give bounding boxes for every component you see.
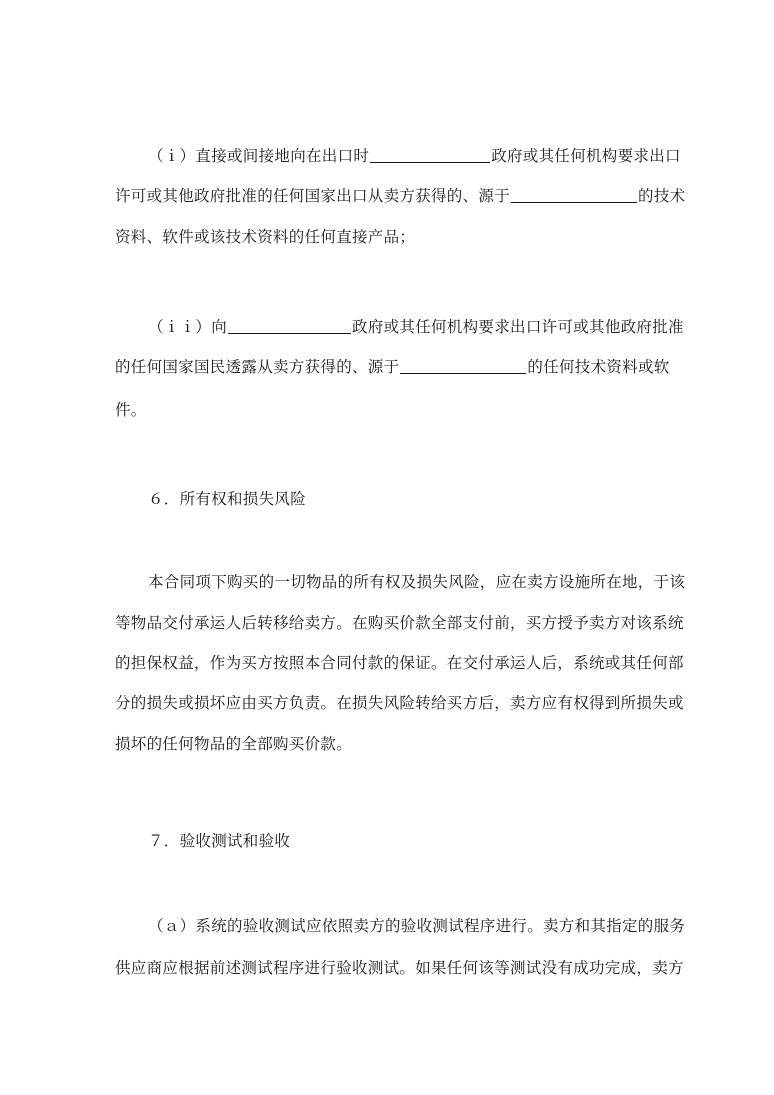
clause-ii-line-3 (115, 397, 147, 423)
clause-i-line-3 (115, 224, 415, 250)
text: 政府或其任何机构要求出口许可或其他政府批准 (352, 318, 684, 336)
section-7-line-1 (148, 913, 685, 939)
text: 分的损失或损坏应由买方负责。在损失风险转给买方后，卖方应有权得到所损失或 (115, 694, 684, 712)
clause-ii-line-1 (148, 314, 684, 340)
blank-field (228, 316, 351, 334)
text: 件。 (115, 401, 147, 419)
text: 政府或其任何机构要求出口 (491, 147, 681, 165)
text: 资料、软件或该技术资料的任何直接产品； (115, 228, 416, 246)
text: 的任何国家国民透露从卖方获得的、源于 (115, 358, 400, 376)
section-7-heading (148, 828, 290, 854)
text: 的技术 (638, 187, 686, 205)
text: 等物品交付承运人后转移给卖方。在购买价款全部支付前，买方授予卖方对该系统 (115, 614, 684, 632)
text: （ｉ）直接或间接地向在出口时 (148, 147, 370, 165)
section-6-heading (148, 486, 306, 512)
heading-text: ７．验收测试和验收 (148, 832, 291, 850)
text: （ｉｉ）向 (148, 318, 228, 336)
text: （ａ）系统的验收测试应依照卖方的验收测试程序进行。卖方和其指定的服务 (148, 917, 686, 935)
blank-field (370, 145, 490, 163)
text: 许可或其他政府批准的任何国家出口从卖方获得的、源于 (115, 187, 511, 205)
section-6-line-2 (115, 610, 684, 636)
section-6-line-4 (115, 690, 684, 716)
clause-i-line-1 (148, 143, 681, 169)
clause-ii-line-2 (115, 354, 670, 380)
heading-text: ６．所有权和损失风险 (148, 490, 307, 508)
section-6-line-3 (115, 650, 684, 676)
text: 本合同项下购买的一切物品的所有权及损失风险，应在卖方设施所在地，于该 (148, 573, 686, 591)
blank-field (400, 356, 526, 374)
clause-i-line-2 (115, 183, 685, 209)
blank-field (511, 185, 637, 203)
section-7-line-2 (115, 955, 684, 981)
section-6-line-5 (115, 731, 352, 757)
text: 的担保权益，作为买方按照本合同付款的保证。在交付承运人后，系统或其任何部 (115, 654, 684, 672)
text: 的任何技术资料或软 (527, 358, 670, 376)
text: 供应商应根据前述测试程序进行验收测试。如果任何该等测试没有成功完成，卖方 (115, 959, 684, 977)
text: 损坏的任何物品的全部购买价款。 (115, 735, 353, 753)
section-6-line-1 (148, 569, 685, 595)
